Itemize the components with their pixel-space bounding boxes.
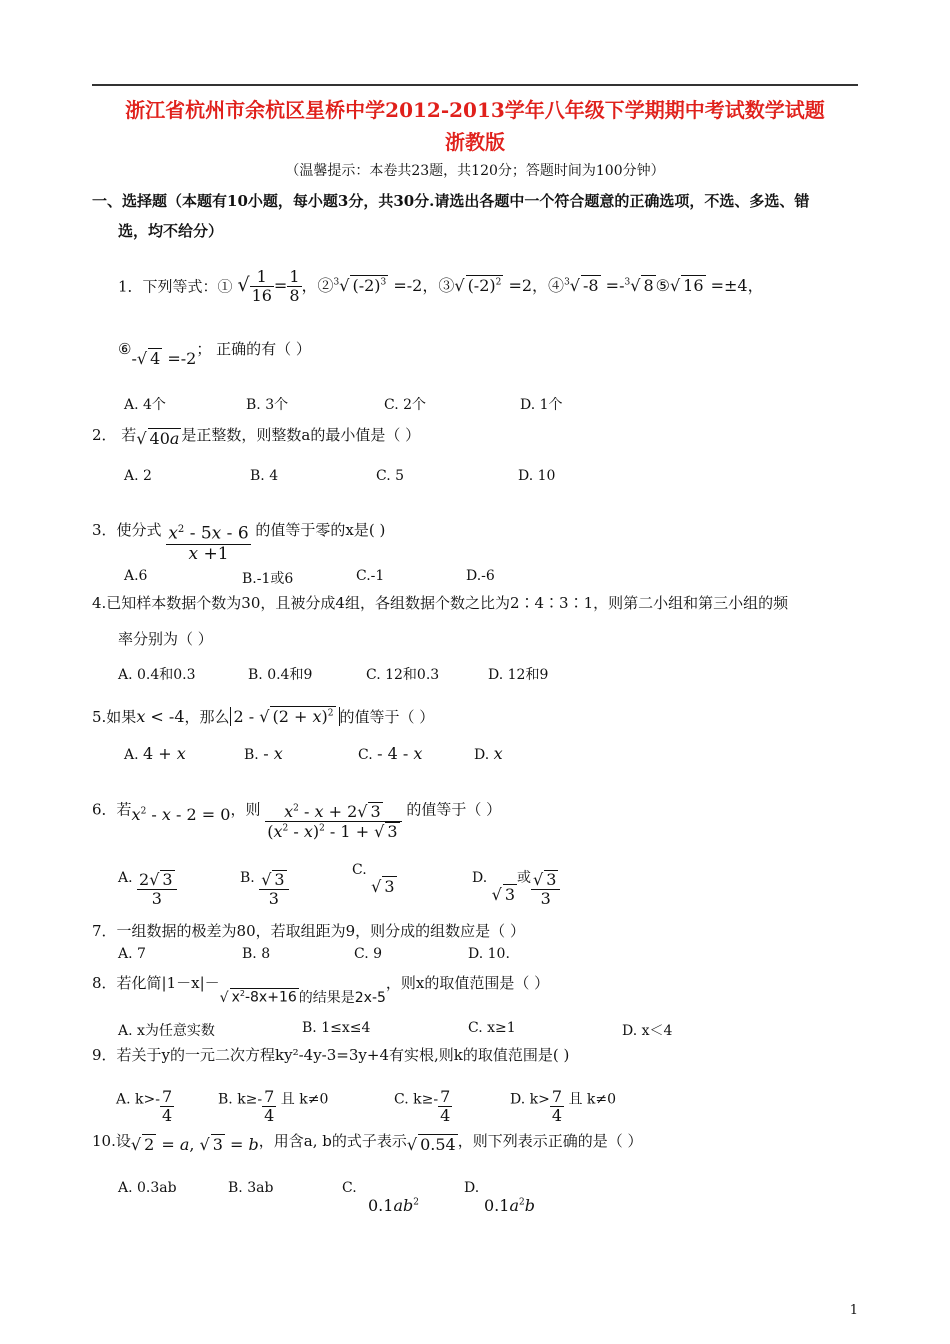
question-8: 8．若化简|1－x|－√ $x^2-8x+16$ 的结果是2x-5，则x的取值范围是（ ） — [92, 974, 550, 1006]
q9-option-a: A. k>- $\frac{7}{4}$ — [116, 1087, 173, 1126]
section-heading-line1: 一、选择题（本题有10小题，每小题3分，共30分.请选出各题中一个符合题意的正确选项，不选、多选、错 — [92, 192, 810, 210]
exam-title: 浙江省杭州市余杭区星桥中学2012-2013学年八年级下学期期中考试数学试题 — [125, 98, 825, 122]
question-4-line1: 4.已知样本数据个数为30，且被分成4组，各组数据个数之比为2∶4∶3∶1，则第二小组和第三小组的频 — [92, 594, 789, 612]
q10-option-d: D. $0.1a^2b$ — [464, 1180, 535, 1215]
q10-option-c: C. $0.1ab^2$ — [342, 1180, 419, 1215]
question-1-lead: 1．下列等式：① — [118, 277, 233, 296]
q5-option-d: D. x — [474, 744, 503, 763]
q8-option-c: C. x≥1 — [468, 1020, 516, 1036]
q7-option-a: A. 7 — [118, 946, 146, 962]
q3-option-c: C.-1 — [356, 568, 385, 584]
top-rule — [92, 84, 858, 86]
q2-option-d: D. 10 — [518, 468, 556, 484]
q3-option-a: A.6 — [124, 568, 148, 584]
q8-option-b: B. 1≤x≤4 — [302, 1020, 371, 1036]
q5-option-c: C. - 4 - x — [358, 744, 423, 763]
q4-option-b: B. 0.4和9 — [248, 667, 313, 683]
q1-option-a: A. 4个 — [124, 397, 166, 413]
section-heading — [92, 186, 867, 246]
q3-option-b: B.-1或6 — [242, 571, 294, 587]
q6-option-b: B. $\frac{√ 3}{3}$ — [240, 858, 289, 897]
q8-option-d: D. x＜4 — [622, 1023, 673, 1039]
exam-subtitle: 浙教版 — [445, 130, 505, 154]
q7-option-c: C. 9 — [354, 946, 383, 962]
question-6: 6．若$x^2 - x - 2 = 0$，则 $\frac{x^2 - x + 2√ 3}{(x^2 - x)^2 - 1 + √ 3}$ 的值等于（ ） — [92, 800, 502, 842]
q1-option-d: D. 1个 — [520, 397, 563, 413]
q7-option-b: B. 8 — [242, 946, 271, 962]
q5-option-b: B. - x — [244, 744, 283, 763]
q7-option-d: D. 10. — [468, 946, 510, 962]
q1-option-b: B. 3个 — [246, 397, 289, 413]
question-7: 7．一组数据的极差为80，若取组距为9，则分成的组数应是（ ） — [92, 922, 525, 940]
section-heading-line2: 选，均不给分） — [118, 222, 224, 240]
question-9: 9．若关于y的一元二次方程ky²-4y-3=3y+4有实根,则k的取值范围是( ) — [92, 1046, 570, 1064]
question-10: 10.设√ 2 = a, √ 3 = b，用含a, b的式子表示√ 0.54 ，则下列表示正确的是（ ） — [92, 1132, 643, 1154]
q10-option-a: A. 0.3ab — [118, 1180, 177, 1196]
question-3: 3．使分式 $\frac{x^2 - 5x - 6}{x +1}$ 的值等于零的x是( ) — [92, 520, 386, 565]
question-5: 5.如果x < -4，那么 2 - √ $(2 + x)^2$ 的值等于（ ） — [92, 707, 435, 726]
q2-option-a: A. 2 — [124, 468, 152, 484]
q6-option-c: C. √ 3 — [352, 862, 395, 896]
page-number: 1 — [849, 1303, 858, 1318]
q5-option-a: A. 4 + x — [124, 744, 186, 763]
q2-option-b: B. 4 — [250, 468, 279, 484]
question-1-line2: ⑥-√ 4 =-2； 正确的有（ ） — [118, 340, 311, 368]
q4-option-c: C. 12和0.3 — [366, 667, 440, 683]
question-1 — [118, 268, 764, 306]
q10-option-b: B. 3ab — [228, 1180, 274, 1196]
question-4-line2: 率分别为（ ） — [118, 630, 213, 648]
q6-option-d: D. √ 3或 $\frac{√ 3}{3}$ — [472, 858, 560, 897]
q9-option-c: C. k≥- $\frac{7}{4}$ — [394, 1087, 451, 1126]
question-2: 2． 若√ 40a 是正整数，则整数a的最小值是（ ） — [92, 426, 421, 448]
exam-tip: （温馨提示：本卷共23题，共120分；答题时间为100分钟） — [285, 163, 665, 179]
question-1-mid: ； 正确的有（ ） — [196, 340, 311, 358]
question-1-formulas: √ $\frac{1}{16}$ = $\frac{1}{8}$ ，②$^3$√ $(-2)^3 =-2$，③√ $(-2)^2 =2$，④$^3$√ -8 =-$^3$√ 8 ⑤√ 16 =±4， — [237, 267, 764, 306]
q3-option-d: D.-6 — [466, 568, 495, 584]
q9-option-b: B. k≥- $\frac{7}{4}$ 且 k≠0 — [218, 1087, 329, 1126]
q8-option-a: A. x为任意实数 — [118, 1023, 215, 1039]
q2-option-c: C. 5 — [376, 468, 405, 484]
q4-option-a: A. 0.4和0.3 — [118, 667, 196, 683]
q9-option-d: D. k> $\frac{7}{4}$ 且 k≠0 — [510, 1087, 617, 1126]
q4-option-d: D. 12和9 — [488, 667, 549, 683]
q1-option-c: C. 2个 — [384, 397, 427, 413]
q6-option-a: A. $\frac{2√ 3}{3}$ — [118, 858, 177, 897]
